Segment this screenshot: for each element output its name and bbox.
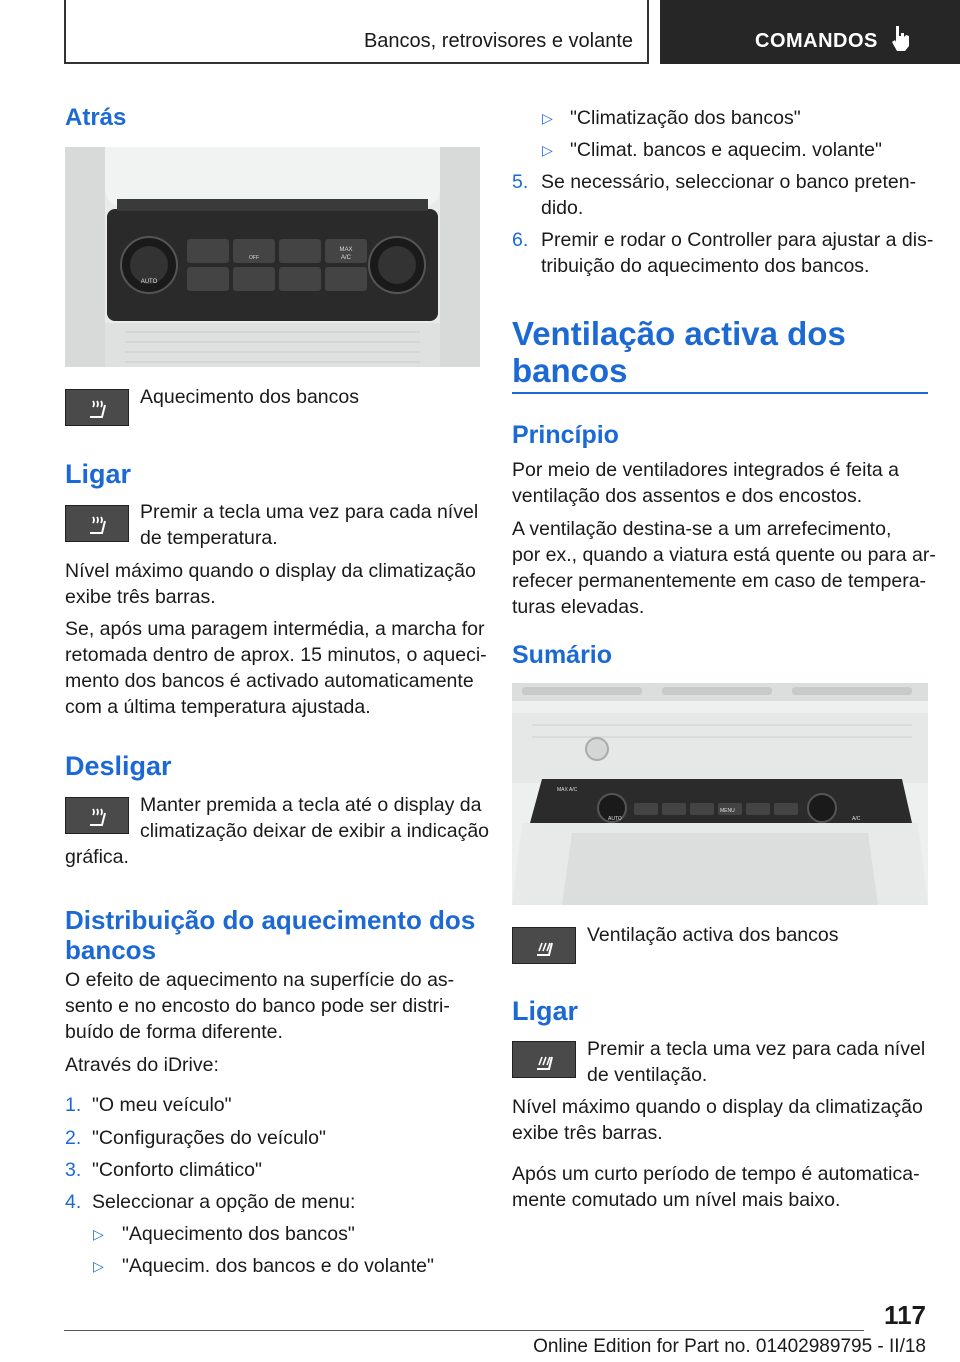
principio-line1: Por meio de ventiladores integrados é feita a bbox=[512, 459, 899, 481]
heading-ligar-left: Ligar bbox=[65, 459, 132, 489]
step-text-cont: dido. bbox=[541, 197, 584, 219]
panel-ac-label: A/C bbox=[340, 255, 352, 261]
step-number: 3. bbox=[65, 1159, 82, 1181]
heading-ventilacao-line2: bancos bbox=[512, 352, 628, 389]
apos-line3: mento dos bancos é activado automaticamente bbox=[65, 670, 474, 692]
panel-ac-label: A/C bbox=[852, 816, 861, 822]
panel-max-label: MAX bbox=[339, 247, 353, 253]
seat-heating-button-graphic-3 bbox=[65, 797, 129, 834]
front-climate-panel-photo bbox=[512, 683, 928, 905]
panel-menu-label: MENU bbox=[720, 808, 735, 814]
step-text: Se necessário, seleccionar o banco preten- bbox=[541, 171, 917, 193]
nivel-vent-line2: exibe três barras. bbox=[512, 1122, 663, 1144]
nivel-line2: exibe três barras. bbox=[65, 586, 216, 608]
heading-distrib-line1: Distribuição do aquecimento dos bbox=[65, 905, 476, 935]
heading-ventilacao-line1: Ventilação activa dos bbox=[512, 315, 846, 352]
apos-line4: com a última temperatura ajustada. bbox=[65, 696, 371, 718]
step-text: "O meu veículo" bbox=[92, 1094, 232, 1116]
panel-max-ac-label: MAX A/C bbox=[557, 787, 578, 793]
seat-ventilation-button-graphic bbox=[512, 927, 576, 964]
heading-underline bbox=[512, 392, 928, 394]
bullet-triangle-icon: ▷ bbox=[93, 1226, 104, 1242]
desligar-line1: Manter premida a tecla até o display da bbox=[140, 794, 482, 816]
ligar-text-line2: de temperatura. bbox=[140, 527, 278, 549]
step-number: 4. bbox=[65, 1191, 82, 1213]
step-number: 6. bbox=[512, 229, 529, 251]
heading-principio: Princípio bbox=[512, 421, 619, 449]
header-chapter-box bbox=[660, 0, 960, 64]
heading-desligar: Desligar bbox=[65, 751, 172, 781]
step-text: "Configurações do veículo" bbox=[92, 1127, 326, 1149]
hand-pointer-icon bbox=[890, 24, 912, 52]
idrive-intro: Através do iDrive: bbox=[65, 1054, 219, 1076]
desligar-line2: climatização deixar de exibir a indicação bbox=[140, 820, 490, 842]
arref-line3: refecer permanentemente em caso de tempera- bbox=[512, 570, 927, 592]
heading-distrib-line2: bancos bbox=[65, 935, 157, 965]
header-chapter-title: COMANDOS bbox=[755, 30, 878, 52]
subitem-text: "Aquecim. dos bancos e do volante" bbox=[122, 1255, 434, 1277]
step-text: "Conforto climático" bbox=[92, 1159, 262, 1181]
ligar-vent-line1: Premir a tecla uma vez para cada nível bbox=[587, 1038, 926, 1060]
header-section-box bbox=[64, 0, 649, 64]
caption-seat-ventilation: Ventilação activa dos bancos bbox=[587, 924, 839, 946]
seat-heating-icon bbox=[86, 397, 110, 419]
step-number: 5. bbox=[512, 171, 529, 193]
desligar-line3: gráfica. bbox=[65, 846, 129, 868]
footer-edition: Online Edition for Part no. 01402989795 - II/18 bbox=[533, 1336, 926, 1357]
rear-climate-panel-photo bbox=[65, 147, 480, 367]
distrib-line2: sento e no encosto do banco pode ser distri- bbox=[65, 995, 450, 1017]
step-number: 1. bbox=[65, 1094, 82, 1116]
seat-ventilation-button-graphic-2 bbox=[512, 1041, 576, 1078]
arref-line2: por ex., quando a viatura está quente ou para ar- bbox=[512, 544, 936, 566]
subitem-text: "Aquecimento dos bancos" bbox=[122, 1223, 355, 1245]
bullet-triangle-icon: ▷ bbox=[542, 110, 553, 126]
apos-line2: retomada dentro de aprox. 15 minutos, o aqueci- bbox=[65, 644, 487, 666]
distrib-line3: buído de forma diferente. bbox=[65, 1021, 283, 1043]
bullet-triangle-icon: ▷ bbox=[542, 142, 553, 158]
heading-atras: Atrás bbox=[65, 104, 127, 131]
apos-line1: Se, após uma paragem intermédia, a marcha for bbox=[65, 618, 485, 640]
page-number: 117 bbox=[884, 1300, 926, 1330]
panel-auto-label: AUTO bbox=[140, 279, 158, 285]
seat-heating-icon bbox=[86, 513, 110, 535]
heading-ligar-right: Ligar bbox=[512, 996, 579, 1026]
arref-line1: A ventilação destina-se a um arrefecimento, bbox=[512, 518, 892, 540]
subitem-text: "Climat. bancos e aquecim. volante" bbox=[570, 139, 882, 161]
apos-vent-line1: Após um curto período de tempo é automatica- bbox=[512, 1163, 920, 1185]
bullet-triangle-icon: ▷ bbox=[93, 1258, 104, 1274]
ligar-text-line1: Premir a tecla uma vez para cada nível bbox=[140, 501, 479, 523]
apos-vent-line2: mente comutado um nível mais baixo. bbox=[512, 1189, 841, 1211]
subitem-text: "Climatização dos bancos" bbox=[570, 107, 801, 129]
arref-line4: turas elevadas. bbox=[512, 596, 645, 618]
step-text: Seleccionar a opção de menu: bbox=[92, 1191, 356, 1213]
footer-divider bbox=[64, 1330, 864, 1331]
seat-heating-icon bbox=[86, 805, 110, 827]
distrib-line1: O efeito de aquecimento na superfície do as- bbox=[65, 969, 455, 991]
ligar-vent-line2: de ventilação. bbox=[587, 1064, 708, 1086]
heading-sumario: Sumário bbox=[512, 641, 613, 669]
nivel-line1: Nível máximo quando o display da climatização bbox=[65, 560, 476, 582]
seat-ventilation-icon bbox=[533, 1049, 557, 1071]
caption-seat-heating: Aquecimento dos bancos bbox=[140, 386, 359, 408]
principio-line2: ventilação dos assentos e dos encostos. bbox=[512, 485, 863, 507]
step-text-cont: tribuição do aquecimento dos bancos. bbox=[541, 255, 870, 277]
panel-auto-label: AUTO bbox=[608, 816, 622, 822]
step-text: Premir e rodar o Controller para ajustar a dis- bbox=[541, 229, 934, 251]
seat-heating-button-graphic bbox=[65, 389, 129, 426]
step-number: 2. bbox=[65, 1127, 82, 1149]
seat-ventilation-icon bbox=[533, 935, 557, 957]
header-section-title: Bancos, retrovisores e volante bbox=[363, 30, 633, 52]
seat-heating-button-graphic-2 bbox=[65, 505, 129, 542]
panel-off-label: OFF bbox=[249, 255, 259, 261]
nivel-vent-line1: Nível máximo quando o display da climatização bbox=[512, 1096, 923, 1118]
